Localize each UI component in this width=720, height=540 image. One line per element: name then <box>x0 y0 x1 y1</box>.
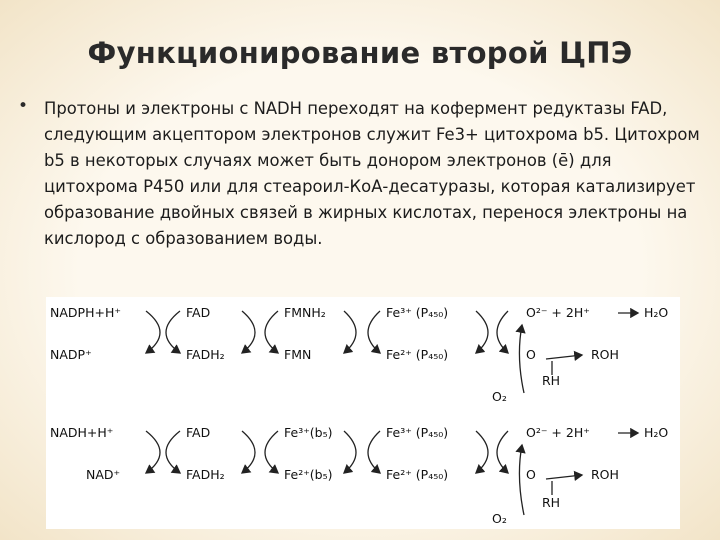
bot-r1-fe3-p450: Fe³⁺ (P₄₅₀) <box>386 425 449 440</box>
top-o2: O₂ <box>492 389 507 404</box>
bot-o2: O₂ <box>492 511 507 526</box>
bullet-text: Протоны и электроны с NADH переходят на кофермент редуктазы FAD, следующим акцептором электронов служит Fe3+ цитохрома b5. Цитохром b5 в некоторых случаях может быть донором электронов (ē) для цитохрома P450 или для стеароил-КоА-десатуразы, которая катализирует образование двойных связей в жирных кислотах, перенося электроны на кислород с образованием воды. <box>44 99 700 248</box>
bot-r2-fe2-b5: Fe²⁺(b₅) <box>284 467 333 482</box>
top-r2-fadh2: FADH₂ <box>186 347 225 362</box>
top-r1-nadph: NADPH+H⁺ <box>50 305 121 320</box>
electron-transport-scheme <box>46 297 680 529</box>
top-r2-nadp: NADP⁺ <box>50 347 92 362</box>
top-r1-h2o: H₂O <box>644 305 669 320</box>
top-r1-fad: FAD <box>186 305 211 320</box>
bot-r2-fadh2: FADH₂ <box>186 467 225 482</box>
top-r2-roh: ROH <box>591 347 619 362</box>
top-r1-o2minus: O²⁻ + 2H⁺ <box>526 305 590 320</box>
top-r1-fmnh2: FMNH₂ <box>284 305 326 320</box>
bot-r2-fe2-p450: Fe²⁺ (P₄₅₀) <box>386 467 449 482</box>
top-r2-o: O <box>526 347 536 362</box>
bot-r1-h2o: H₂O <box>644 425 669 440</box>
bot-r2-o: O <box>526 467 536 482</box>
top-r2-fe2-p450: Fe²⁺ (P₄₅₀) <box>386 347 449 362</box>
bullet-item <box>18 96 708 252</box>
top-rh: RH <box>542 373 561 388</box>
bot-r1-o2minus: O²⁻ + 2H⁺ <box>526 425 590 440</box>
bot-r2-nad: NAD⁺ <box>86 467 121 482</box>
slide-title: Функционирование второй ЦПЭ <box>87 36 633 70</box>
bot-rh: RH <box>542 495 561 510</box>
bot-r1-fad: FAD <box>186 425 211 440</box>
top-r1-fe3-p450: Fe³⁺ (P₄₅₀) <box>386 305 449 320</box>
bot-r1-nadh: NADH+H⁺ <box>50 425 114 440</box>
bullet-marker: • <box>18 96 29 116</box>
bot-r1-fe3-b5: Fe³⁺(b₅) <box>284 425 333 440</box>
bot-r2-roh: ROH <box>591 467 619 482</box>
top-r2-fmn: FMN <box>284 347 312 362</box>
